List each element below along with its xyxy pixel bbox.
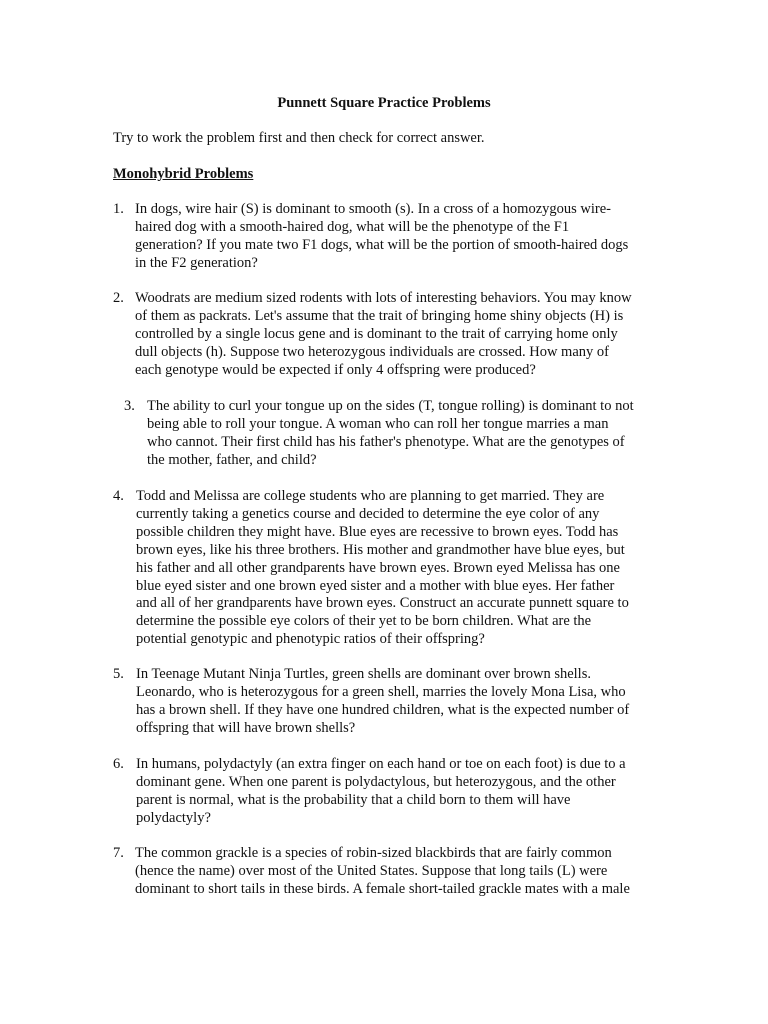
problem-text: In humans, polydactyly (an extra finger on each hand or toe on each foot) is due to a dominant gene. When one parent is polydactylous, but heterozygous, and the other parent is normal, what is the probability that a child born to them will have polydactyly?	[136, 756, 626, 826]
problem-text: The common grackle is a species of robin-sized blackbirds that are fairly common (hence the name) over most of the United States. Suppose that long tails (L) were dominant to short tails in these birds. A female short-tailed grackle mates with a male	[135, 845, 630, 897]
problem-text: In dogs, wire hair (S) is dominant to smooth (s). In a cross of a homozygous wire- haired dog with a smooth-haired dog, what will be the phenotype of the F1 generation? If you mate two F1 dogs, what will be the portion of smooth-haired dogs in the F2 generation?	[135, 201, 629, 271]
problem-text: In Teenage Mutant Ninja Turtles, green shells are dominant over brown shells. Leonardo, who is heterozygous for a green shell, marries the lovely Mona Lisa, who has a brown shell. If they have one hundred children, what is the expected number of offspring that will have brown shells?	[136, 666, 630, 736]
problem-number: 1.	[113, 201, 124, 217]
problem-text: Todd and Melissa are college students who are planning to get married. They are currently taking a genetics course and decided to determine the eye color of any possible children they might have. Blue eyes are recessive to brown eyes. Todd has brown eyes, like his three brothers. His mother and grandmother have blue eyes, but his father and all other grandparents have brown eyes. Brown eyed Melissa has one blue eyed sister and one brown eyed sister and a mother with blue eyes. Her father and all of her grandparents have brown eyes. Construct an accurate punnett square to determine the possible eye colors of their yet to be born children. What are the potential genotypic and phenotypic ratios of their offspring?	[136, 488, 629, 648]
problem-text: Woodrats are medium sized rodents with lots of interesting behaviors. You may know of them as packrats. Let's assume that the trait of bringing home shiny objects (H) is controlled by a single locus gene and is dominant to the trait of carrying home only dull objects (h). Suppose two heterozygous individuals are crossed. How many of each genotype would be expected if only 4 offspring were produced?	[135, 290, 632, 378]
intro-text: Try to work the problem first and then check for correct answer.	[113, 130, 485, 146]
problem-number: 5.	[113, 666, 124, 682]
problem-number: 3.	[124, 398, 135, 414]
problem-number: 7.	[113, 845, 124, 861]
problem-number: 6.	[113, 756, 124, 772]
section-heading-monohybrid: Monohybrid Problems	[113, 166, 254, 182]
problem-number: 4.	[113, 488, 124, 504]
document-title: Punnett Square Practice Problems	[277, 95, 491, 111]
problem-text: The ability to curl your tongue up on the sides (T, tongue rolling) is dominant to not being able to roll your tongue. A woman who can roll her tongue marries a man who cannot. Their first child has his father's phenotype. What are the genotypes of the mother, father, and child?	[147, 398, 634, 468]
problem-number: 2.	[113, 290, 124, 306]
